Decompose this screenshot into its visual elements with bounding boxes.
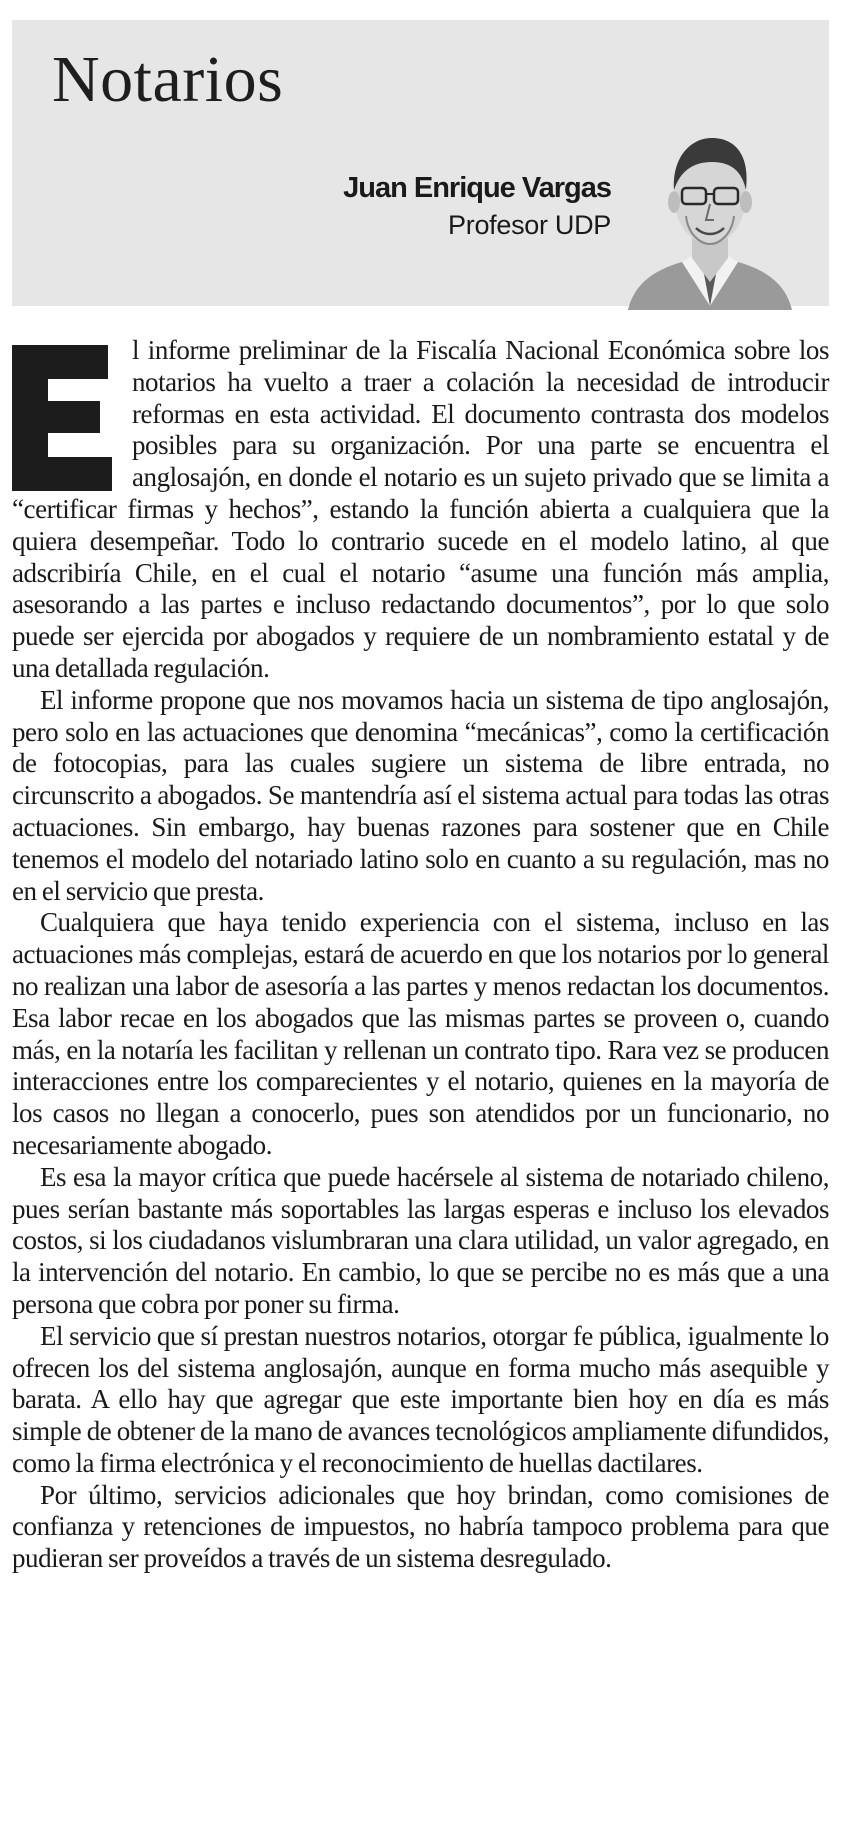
article-title: Notarios [52,43,284,116]
paragraph-5: El servicio que sí prestan nuestros notarios, otorgar fe pública, igualmente lo ofrecen los del sistema anglosajón, aunque en forma mucho más asequible y barata. A ello hay que agregar que este importante bien hoy en día es más simple de obtener de la mano de avances tecnológicos ampliamente difundidos, como la firma electrónica y el reconocimiento de huellas dactilares. [12,1320,829,1478]
column-header [12,20,829,306]
paragraph-4: Es esa la mayor crítica que puede hacérsele al sistema de notariado chileno, pues serían bastante más soportables las largas esperas e incluso los elevados costos, si los ciudadanos vislumbraran una clara utilidad, un valor agregado, en la intervención del notario. En cambio, lo que se percibe no es más que a una persona que cobra por poner su firma. [12,1161,829,1319]
article-body [12,335,829,1575]
drop-cap-letter [12,345,120,491]
author-role: Profesor UDP [448,210,611,240]
paragraph-3: Cualquiera que haya tenido experiencia con el sistema, incluso en las actuaciones más complejas, estará de acuerdo en que los notarios por lo general no realizan una labor de asesoría a las partes y menos redactan los documentos. Esa labor recae en los abogados que las mismas partes se proveen o, cuando más, en la notaría les facilitan y rellenan un contrato tipo. Rara vez se producen interacciones entre los comparecientes y el notario, quienes en la mayoría de los casos no llegan a conocerlo, pues son atendidos por un funcionario, no necesariamente abogado. [12,907,829,1160]
author-portrait-sketch [620,124,798,310]
paragraph-2: El informe propone que nos movamos hacia un sistema de tipo anglosajón, pero solo en las actuaciones que denomina “mecánicas”, como la certificación de fotocopias, para las cuales sugiere un sistema de libre entrada, no circunscrito a abogados. Se mantendría así el sistema actual para todas las otras actuaciones. Sin embargo, hay buenas razones para sostener que en Chile tenemos el modelo del notariado latino solo en cuanto a su regulación, mas no en el servicio que presta. [12,684,829,906]
paragraph-6: Por último, servicios adicionales que hoy brindan, como comisiones de confianza y retenciones de impuestos, no habría tampoco problema para que pudieran ser proveídos a través de un sistema desregulado. [12,1479,829,1574]
author-name: Juan Enrique Vargas [343,172,611,204]
paragraph-1: l informe preliminar de la Fiscalía Nacional Económica sobre los notarios ha vuelto a traer a colación la necesidad de introducir reformas en esta actividad. El documento contrasta dos modelos posibles para su organización. Por una parte se encuentra el anglosajón, en donde el notario es un sujeto privado que se limita a “certificar firmas y hechos”, estando la función abierta a cualquiera que la quiera desempeñar. Todo lo contrario sucede en el modelo latino, al que adscribiría Chile, en el cual el notario “asume una función más amplia, asesorando a las partes e incluso redactando documentos”, por lo que solo puede ser ejercida por abogados y requiere de un nombramiento estatal y de una detallada regulación. [12,335,829,683]
